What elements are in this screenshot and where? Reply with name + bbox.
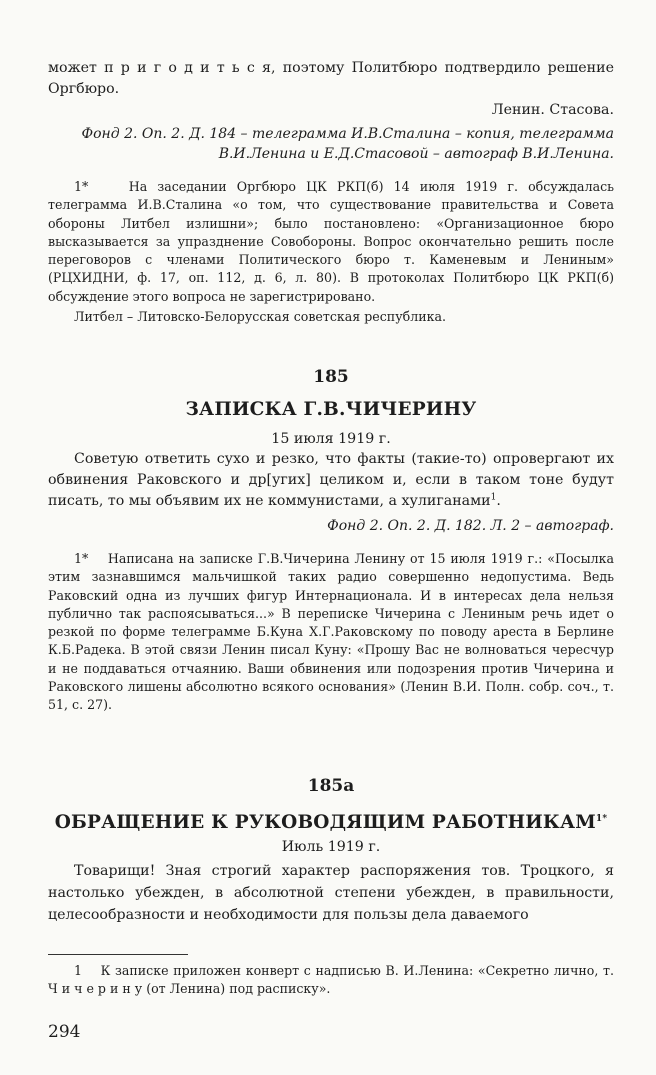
doc185a-title	[48, 812, 614, 833]
doc-185a	[48, 776, 614, 926]
doc185-body-text: Советую ответить сухо и резко, что факты (такие-то) опровергают их обвинения Раковского и др[угих] целиком и, если в таком тоне будут писать, то мы объявим их не коммунистами, а хулиганами	[48, 451, 614, 509]
doc185-body: Советую ответить сухо и резко, что факты (такие-то) опровергают их обвинения Раковского и др[угих] целиком и, если в таком тоне будут писать, то мы объявим их не коммунистами, а хулиганами$^1$.	[48, 451, 614, 509]
doc185-number: 185	[313, 367, 349, 387]
page-number: 294	[48, 1022, 81, 1042]
footnote	[48, 962, 614, 999]
doc185-date: 15 июля 1919 г.	[271, 431, 391, 447]
doc-185	[48, 367, 614, 715]
footnote-rule	[48, 954, 188, 955]
doc185a-title-sup: 1*	[595, 813, 608, 824]
doc185-note-marker: 1*	[74, 551, 89, 566]
doc185-source: Фонд 2. Оп. 2. Д. 182. Л. 2 – автограф.	[327, 518, 614, 534]
doc185-title: ЗАПИСКА Г.В.ЧИЧЕРИНУ	[185, 399, 477, 420]
doc185-note	[48, 550, 614, 715]
top-text: может п р и г о д и т ь с я, поэтому Политбюро подтвердило решение Оргбюро.	[48, 60, 614, 97]
doc185-note-text: Написана на записке Г.В.Чичерина Ленину от 15 июля 1919 г.: «Посылка этим зазнавшимся мальчишкой таких радио совершенно недопустима. Ведь Раковский одна из лучших фигур Интернационала. И в интересах дела нельзя публично так распоясываться...» В переписке Чичерина с Лениным речь идет о резкой по форме телеграмме Б.Куна Х.Г.Раковскому по поводу ареста в Берлине К.Б.Радека. В этой связи Ленин писал Куну: «Прошу Вас не волноваться чересчур и не поддаваться отчаянию. Ваши обвинения или подозрения против Чичерина и Раковского лишены абсолютно всякого основания» (Ленин В.И. Полн. собр. соч., т. 51, с. 27).	[48, 551, 614, 713]
note1-marker: 1*	[74, 179, 89, 194]
doc185a-title-text: ОБРАЩЕНИЕ К РУКОВОДЯЩИМ РАБОТНИКАМ	[54, 812, 596, 833]
footnote-section	[48, 962, 614, 999]
doc185a-number: 185а	[307, 776, 355, 796]
note1-extra: Литбел – Литовско-Белорусская советская республика.	[74, 309, 446, 325]
footnote-text: К записке приложен конверт с надписью В. И.Ленина: «Секретно лично, т. Ч и ч е р и н у (от Ленина) под расписку».	[48, 963, 615, 997]
doc185-body-sup: 1	[490, 492, 497, 503]
footnote-marker: 1	[74, 963, 83, 978]
top-signature: Ленин. Стасова.	[491, 102, 614, 118]
top-source: Фонд 2. Оп. 2. Д. 184 – телеграмма И.В.Сталина – копия, телеграмма В.И.Ленина и Е.Д.Стасовой – автограф В.И.Ленина.	[81, 126, 614, 162]
doc185a-body: Товарищи! Зная строгий характер распоряжения тов. Троцкого, я настолько убежден, в абсолютной степени убежден, в правильности, целесообразности и необходимости для пользы дела даваемого	[48, 863, 614, 923]
note1	[48, 178, 614, 306]
note1-text: На заседании Оргбюро ЦК РКП(б) 14 июля 1919 г. обсуждалась телеграмма И.В.Сталина «о том, что существование правительства и Совета обороны Литбел излишни»; было постановлено: «Организационное бюро высказывается за упразднение Совобороны. Вопрос окончательно решить после переговоров с членами Политического бюро т. Каменевым и Лениным» (РЦХИДНИ, ф. 17, оп. 112, д. 6, л. 80). В протоколах Политбюро ЦК РКП(б) обсуждение этого вопроса не зарегистрировано.	[48, 179, 614, 304]
top-section	[48, 58, 614, 326]
doc185a-date: Июль 1919 г.	[281, 839, 381, 855]
